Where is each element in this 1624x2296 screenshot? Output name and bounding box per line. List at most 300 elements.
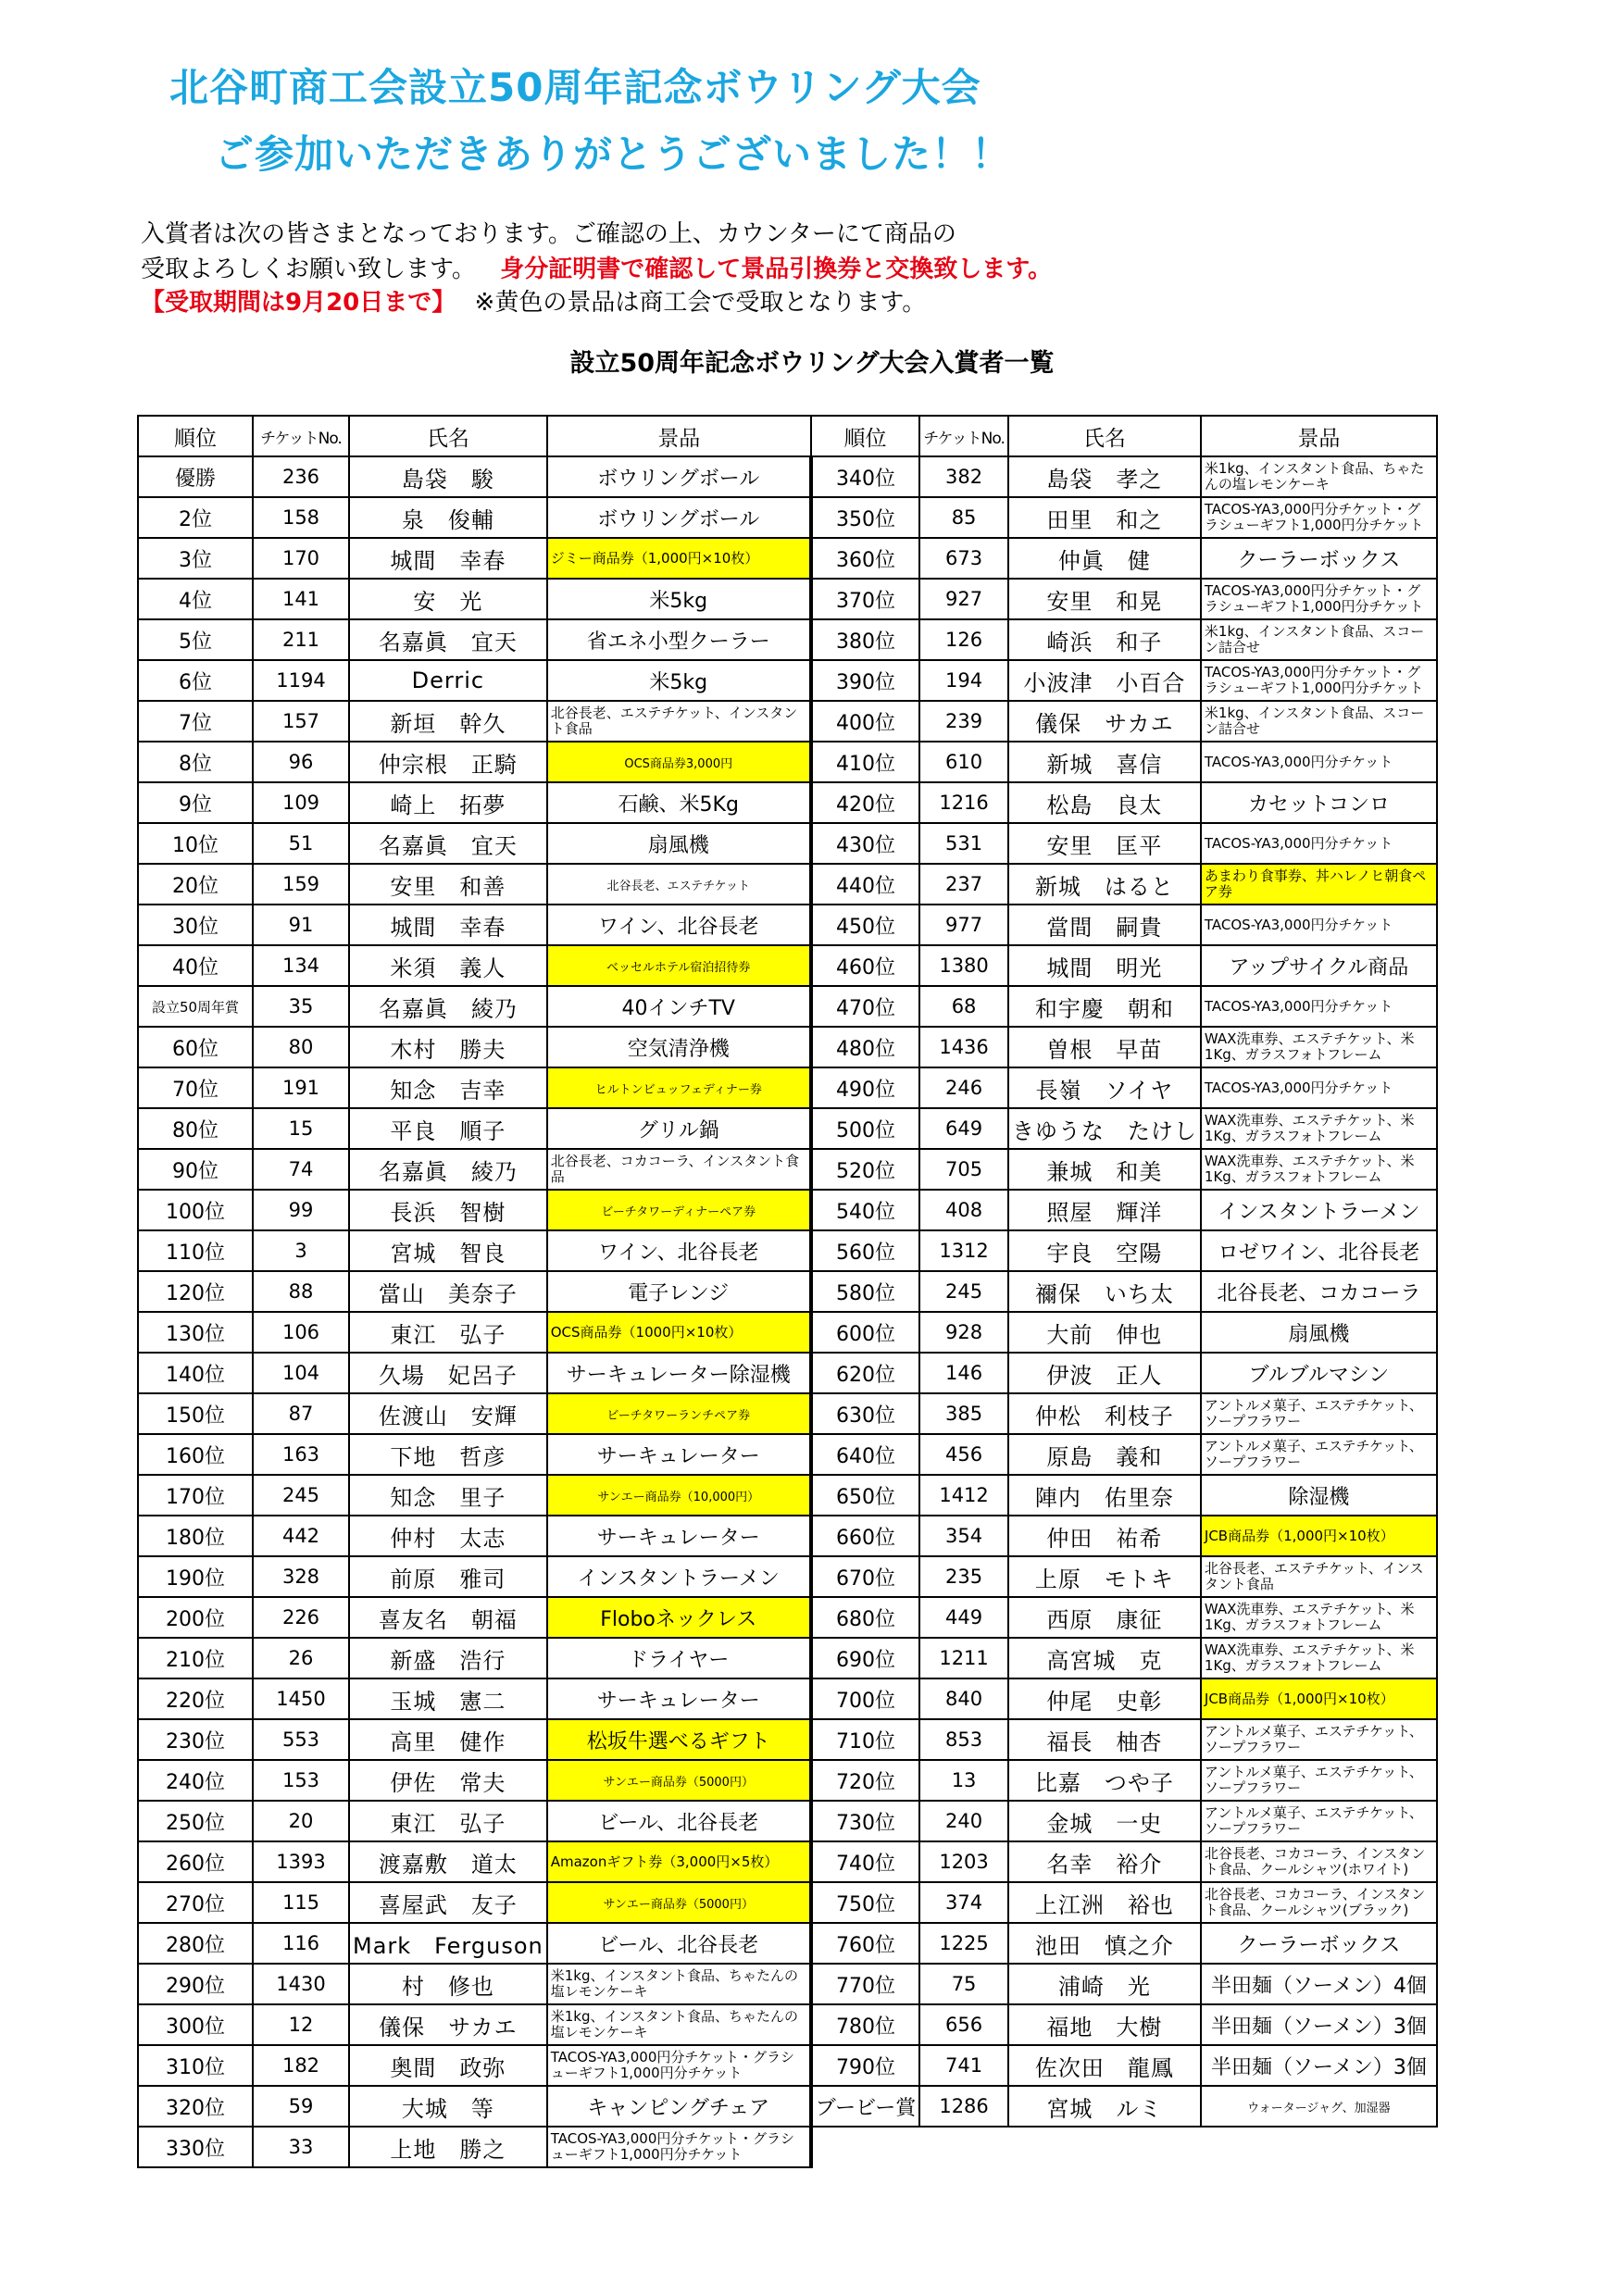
empty-cell: [1008, 2127, 1201, 2167]
table-row: [138, 619, 1437, 660]
table-row: [138, 1719, 1437, 1760]
table-row: [138, 2127, 1437, 2167]
left-ticket-cell: 1430: [253, 1964, 349, 2004]
right-ticket-cell: 610: [919, 742, 1008, 782]
table-row: [138, 1312, 1437, 1353]
table-row: [138, 1923, 1437, 1964]
left-name-cell: 知念 吉幸: [349, 1067, 547, 1108]
right-name-cell: 仲眞 健: [1008, 538, 1201, 579]
left-rank-cell: 260位: [138, 1841, 253, 1882]
intro-line-1: 入賞者は次の皆さまとなっております。ご確認の上、カウンターにて商品の: [141, 220, 956, 248]
right-ticket-cell: 240: [919, 1801, 1008, 1841]
right-rank-cell: 460位: [811, 945, 919, 986]
left-name-cell: 渡嘉敷 道太: [349, 1841, 547, 1882]
right-name-cell: 宮城 ルミ: [1008, 2086, 1201, 2127]
left-prize-cell: Amazonギフト券（3,000円×5枚）: [547, 1841, 811, 1882]
left-ticket-cell: 191: [253, 1067, 349, 1108]
table-row: [138, 2004, 1437, 2045]
right-ticket-cell: 1211: [919, 1638, 1008, 1678]
table-row: [138, 905, 1437, 945]
right-prize-cell: 半田麺（ソーメン）3個: [1201, 2004, 1437, 2045]
header-prize: 景品: [1201, 416, 1437, 456]
left-rank-cell: 9位: [138, 782, 253, 823]
header-ticket: チケットNo.: [253, 416, 349, 456]
table-row: [138, 456, 1437, 497]
left-name-cell: 新垣 幹久: [349, 701, 547, 742]
left-ticket-cell: 134: [253, 945, 349, 986]
right-ticket-cell: 75: [919, 1964, 1008, 2004]
right-ticket-cell: 126: [919, 619, 1008, 660]
left-rank-cell: 20位: [138, 864, 253, 905]
table-row: [138, 1678, 1437, 1719]
right-prize-cell: 米1kg、インスタント食品、スコーン詰合せ: [1201, 701, 1437, 742]
left-name-cell: 久場 妃呂子: [349, 1353, 547, 1393]
left-rank-cell: 120位: [138, 1271, 253, 1312]
right-rank-cell: 670位: [811, 1556, 919, 1597]
right-name-cell: 上江洲 裕也: [1008, 1882, 1201, 1923]
right-ticket-cell: 1312: [919, 1230, 1008, 1271]
table-row: [138, 1516, 1437, 1556]
right-name-cell: 高宮城 克: [1008, 1638, 1201, 1678]
left-name-cell: 島袋 駿: [349, 456, 547, 497]
table-row: [138, 579, 1437, 619]
left-ticket-cell: 26: [253, 1638, 349, 1678]
right-prize-cell: アントルメ菓子、エステチケット、ソープフラワー: [1201, 1801, 1437, 1841]
table-row: [138, 1434, 1437, 1475]
right-ticket-cell: 85: [919, 497, 1008, 538]
right-ticket-cell: 531: [919, 823, 1008, 864]
empty-cell: [1201, 2127, 1437, 2167]
right-ticket-cell: 1203: [919, 1841, 1008, 1882]
left-rank-cell: 280位: [138, 1923, 253, 1964]
left-name-cell: 平良 順子: [349, 1108, 547, 1149]
left-ticket-cell: 170: [253, 538, 349, 579]
right-prize-cell: あまわり食事券、丼ハレノヒ朝食ペア券: [1201, 864, 1437, 905]
left-name-cell: 宮城 智良: [349, 1230, 547, 1271]
left-name-cell: 崎上 拓夢: [349, 782, 547, 823]
awards-table: [137, 415, 1438, 2168]
right-ticket-cell: 382: [919, 456, 1008, 497]
right-name-cell: 和宇慶 朝和: [1008, 986, 1201, 1027]
left-ticket-cell: 245: [253, 1475, 349, 1516]
table-row: [138, 782, 1437, 823]
left-name-cell: 泉 俊輔: [349, 497, 547, 538]
right-ticket-cell: 146: [919, 1353, 1008, 1393]
table-row: [138, 497, 1437, 538]
right-name-cell: 上原 モトキ: [1008, 1556, 1201, 1597]
right-ticket-cell: 194: [919, 660, 1008, 701]
right-rank-cell: 520位: [811, 1149, 919, 1190]
left-prize-cell: 北谷長老、エステチケット: [547, 864, 811, 905]
left-ticket-cell: 182: [253, 2045, 349, 2086]
right-ticket-cell: 245: [919, 1271, 1008, 1312]
left-ticket-cell: 158: [253, 497, 349, 538]
page-subtitle: ご参加いただきありがとうございました！！: [215, 131, 1012, 177]
left-rank-cell: 30位: [138, 905, 253, 945]
right-name-cell: 小波津 小百合: [1008, 660, 1201, 701]
right-prize-cell: クーラーボックス: [1201, 1923, 1437, 1964]
left-ticket-cell: 226: [253, 1597, 349, 1638]
empty-cell: [919, 2127, 1008, 2167]
left-rank-cell: 270位: [138, 1882, 253, 1923]
right-name-cell: 崎浜 和子: [1008, 619, 1201, 660]
left-ticket-cell: 96: [253, 742, 349, 782]
left-prize-cell: サーキュレーター: [547, 1434, 811, 1475]
right-prize-cell: JCB商品券（1,000円×10枚）: [1201, 1516, 1437, 1556]
left-prize-cell: ビーチタワーディナーペア券: [547, 1190, 811, 1230]
left-name-cell: 高里 健作: [349, 1719, 547, 1760]
right-rank-cell: 430位: [811, 823, 919, 864]
right-prize-cell: アントルメ菓子、エステチケット、ソープフラワー: [1201, 1719, 1437, 1760]
id-notice: 身分証明書で確認して景品引換券と交換致します。: [500, 256, 1053, 283]
left-prize-cell: グリル鍋: [547, 1108, 811, 1149]
right-prize-cell: インスタントラーメン: [1201, 1190, 1437, 1230]
right-ticket-cell: 928: [919, 1312, 1008, 1353]
right-ticket-cell: 1225: [919, 1923, 1008, 1964]
right-prize-cell: 北谷長老、コカコーラ: [1201, 1271, 1437, 1312]
right-ticket-cell: 13: [919, 1760, 1008, 1801]
table-row: [138, 864, 1437, 905]
left-prize-cell: サーキュレーター: [547, 1678, 811, 1719]
pickup-period: 【受取期間は9月20日まで】: [141, 289, 456, 317]
table-row: [138, 660, 1437, 701]
left-prize-cell: 米1kg、インスタント食品、ちゃたんの塩レモンケーキ: [547, 2004, 811, 2045]
table-row: [138, 538, 1437, 579]
right-ticket-cell: 840: [919, 1678, 1008, 1719]
left-rank-cell: 210位: [138, 1638, 253, 1678]
right-ticket-cell: 977: [919, 905, 1008, 945]
left-rank-cell: 7位: [138, 701, 253, 742]
left-ticket-cell: 442: [253, 1516, 349, 1556]
right-rank-cell: 720位: [811, 1760, 919, 1801]
left-rank-cell: 設立50周年賞: [138, 986, 253, 1027]
left-prize-cell: キャンピングチェア: [547, 2086, 811, 2127]
left-rank-cell: 190位: [138, 1556, 253, 1597]
right-ticket-cell: 246: [919, 1067, 1008, 1108]
left-ticket-cell: 74: [253, 1149, 349, 1190]
left-prize-cell: ボウリングボール: [547, 497, 811, 538]
table-row: [138, 945, 1437, 986]
right-prize-cell: TACOS-YA3,000円分チケット・グラシューギフト1,000円分チケット: [1201, 497, 1437, 538]
right-name-cell: 伊波 正人: [1008, 1353, 1201, 1393]
left-name-cell: 上地 勝之: [349, 2127, 547, 2167]
right-name-cell: 島袋 孝之: [1008, 456, 1201, 497]
left-rank-cell: 110位: [138, 1230, 253, 1271]
left-ticket-cell: 106: [253, 1312, 349, 1353]
right-rank-cell: 340位: [811, 456, 919, 497]
right-name-cell: 宇良 空陽: [1008, 1230, 1201, 1271]
left-prize-cell: 米5kg: [547, 579, 811, 619]
left-rank-cell: 170位: [138, 1475, 253, 1516]
left-prize-cell: 米1kg、インスタント食品、ちゃたんの塩レモンケーキ: [547, 1964, 811, 2004]
table-row: [138, 1841, 1437, 1882]
right-rank-cell: 420位: [811, 782, 919, 823]
table-row: [138, 2045, 1437, 2086]
left-rank-cell: 100位: [138, 1190, 253, 1230]
left-ticket-cell: 159: [253, 864, 349, 905]
header-rank: 順位: [138, 416, 253, 456]
right-name-cell: 名幸 裕介: [1008, 1841, 1201, 1882]
table-row: [138, 1882, 1437, 1923]
right-ticket-cell: 456: [919, 1434, 1008, 1475]
right-ticket-cell: 1380: [919, 945, 1008, 986]
left-name-cell: 城間 幸春: [349, 905, 547, 945]
yellow-note: ※黄色の景品は商工会で受取となります。: [474, 289, 927, 317]
left-name-cell: 知念 里子: [349, 1475, 547, 1516]
header-prize: 景品: [547, 416, 811, 456]
right-rank-cell: 730位: [811, 1801, 919, 1841]
right-rank-cell: 660位: [811, 1516, 919, 1556]
left-ticket-cell: 157: [253, 701, 349, 742]
right-name-cell: 金城 一史: [1008, 1801, 1201, 1841]
right-rank-cell: 440位: [811, 864, 919, 905]
left-name-cell: Mark Ferguson: [349, 1923, 547, 1964]
right-rank-cell: 560位: [811, 1230, 919, 1271]
right-rank-cell: 480位: [811, 1027, 919, 1067]
right-prize-cell: 除湿機: [1201, 1475, 1437, 1516]
table-title: 設立50周年記念ボウリング大会入賞者一覧: [569, 349, 1055, 378]
right-ticket-cell: 237: [919, 864, 1008, 905]
right-prize-cell: 北谷長老、コカコーラ、インスタント食品、クールシャツ(ホワイト): [1201, 1841, 1437, 1882]
left-prize-cell: 石鹸、米5Kg: [547, 782, 811, 823]
table-row: [138, 986, 1437, 1027]
left-prize-cell: サンエー商品券（10,000円）: [547, 1475, 811, 1516]
left-prize-cell: Floboネックレス: [547, 1597, 811, 1638]
right-ticket-cell: 1412: [919, 1475, 1008, 1516]
right-ticket-cell: 1286: [919, 2086, 1008, 2127]
right-name-cell: 陣内 佑里奈: [1008, 1475, 1201, 1516]
left-rank-cell: 310位: [138, 2045, 253, 2086]
right-name-cell: 比嘉 つや子: [1008, 1760, 1201, 1801]
right-prize-cell: 米1kg、インスタント食品、スコーン詰合せ: [1201, 619, 1437, 660]
left-ticket-cell: 104: [253, 1353, 349, 1393]
left-rank-cell: 150位: [138, 1393, 253, 1434]
left-ticket-cell: 553: [253, 1719, 349, 1760]
right-rank-cell: 680位: [811, 1597, 919, 1638]
left-name-cell: 名嘉眞 宜天: [349, 823, 547, 864]
right-rank-cell: 700位: [811, 1678, 919, 1719]
right-rank-cell: 760位: [811, 1923, 919, 1964]
left-name-cell: 名嘉眞 綾乃: [349, 986, 547, 1027]
left-rank-cell: 320位: [138, 2086, 253, 2127]
right-name-cell: 儀保 サカエ: [1008, 701, 1201, 742]
right-prize-cell: ブルブルマシン: [1201, 1353, 1437, 1393]
left-name-cell: 新盛 浩行: [349, 1638, 547, 1678]
right-prize-cell: 半田麺（ソーメン）3個: [1201, 2045, 1437, 2086]
left-ticket-cell: 163: [253, 1434, 349, 1475]
left-prize-cell: サンエー商品券（5000円）: [547, 1760, 811, 1801]
left-name-cell: 下地 哲彦: [349, 1434, 547, 1475]
left-prize-cell: ビーチタワーランチペア券: [547, 1393, 811, 1434]
right-prize-cell: TACOS-YA3,000円分チケット・グラシューギフト1,000円分チケット: [1201, 660, 1437, 701]
left-rank-cell: 230位: [138, 1719, 253, 1760]
left-ticket-cell: 3: [253, 1230, 349, 1271]
left-rank-cell: 80位: [138, 1108, 253, 1149]
left-name-cell: 仲宗根 正騎: [349, 742, 547, 782]
right-name-cell: きゆうな たけし: [1008, 1108, 1201, 1149]
intro-line-3: [141, 283, 926, 318]
right-rank-cell: 490位: [811, 1067, 919, 1108]
left-rank-cell: 240位: [138, 1760, 253, 1801]
left-name-cell: 伊佐 常夫: [349, 1760, 547, 1801]
left-name-cell: 安里 和善: [349, 864, 547, 905]
right-name-cell: 兼城 和美: [1008, 1149, 1201, 1190]
left-rank-cell: 140位: [138, 1353, 253, 1393]
right-prize-cell: アントルメ菓子、エステチケット、ソープフラワー: [1201, 1760, 1437, 1801]
right-ticket-cell: 239: [919, 701, 1008, 742]
right-prize-cell: アントルメ菓子、エステチケット、ソープフラワー: [1201, 1393, 1437, 1434]
right-prize-cell: アップサイクル商品: [1201, 945, 1437, 986]
table-row: [138, 1190, 1437, 1230]
left-ticket-cell: 1194: [253, 660, 349, 701]
table-row: [138, 1475, 1437, 1516]
right-ticket-cell: 741: [919, 2045, 1008, 2086]
left-ticket-cell: 12: [253, 2004, 349, 2045]
left-name-cell: 東江 弘子: [349, 1801, 547, 1841]
left-ticket-cell: 109: [253, 782, 349, 823]
table-row: [138, 701, 1437, 742]
right-rank-cell: 540位: [811, 1190, 919, 1230]
right-ticket-cell: 656: [919, 2004, 1008, 2045]
right-rank-cell: 450位: [811, 905, 919, 945]
right-ticket-cell: 649: [919, 1108, 1008, 1149]
right-rank-cell: 740位: [811, 1841, 919, 1882]
right-name-cell: 浦崎 光: [1008, 1964, 1201, 2004]
right-rank-cell: 780位: [811, 2004, 919, 2045]
right-ticket-cell: 68: [919, 986, 1008, 1027]
table-row: [138, 742, 1437, 782]
left-rank-cell: 40位: [138, 945, 253, 986]
right-rank-cell: 770位: [811, 1964, 919, 2004]
table-row: [138, 823, 1437, 864]
left-prize-cell: ワイン、北谷長老: [547, 1230, 811, 1271]
right-name-cell: 大前 伸也: [1008, 1312, 1201, 1353]
right-ticket-cell: 235: [919, 1556, 1008, 1597]
right-rank-cell: 400位: [811, 701, 919, 742]
right-prize-cell: WAX洗車券、エステチケット、米1Kg、ガラスフォトフレーム: [1201, 1149, 1437, 1190]
right-prize-cell: 扇風機: [1201, 1312, 1437, 1353]
left-name-cell: 城間 幸春: [349, 538, 547, 579]
right-ticket-cell: 354: [919, 1516, 1008, 1556]
table-row: [138, 1597, 1437, 1638]
header-name: 氏名: [349, 416, 547, 456]
left-prize-cell: 省エネ小型クーラー: [547, 619, 811, 660]
right-name-cell: 福長 柚杏: [1008, 1719, 1201, 1760]
right-name-cell: 長嶺 ソイヤ: [1008, 1067, 1201, 1108]
right-name-cell: 池田 慎之介: [1008, 1923, 1201, 1964]
left-rank-cell: 3位: [138, 538, 253, 579]
right-name-cell: 仲田 祐希: [1008, 1516, 1201, 1556]
left-name-cell: 奥間 政弥: [349, 2045, 547, 2086]
right-rank-cell: 790位: [811, 2045, 919, 2086]
right-name-cell: 原島 義和: [1008, 1434, 1201, 1475]
left-name-cell: 佐渡山 安輝: [349, 1393, 547, 1434]
left-rank-cell: 5位: [138, 619, 253, 660]
right-prize-cell: JCB商品券（1,000円×10枚）: [1201, 1678, 1437, 1719]
left-prize-cell: 空気清浄機: [547, 1027, 811, 1067]
right-rank-cell: 600位: [811, 1312, 919, 1353]
right-rank-cell: 630位: [811, 1393, 919, 1434]
left-rank-cell: 2位: [138, 497, 253, 538]
right-rank-cell: 690位: [811, 1638, 919, 1678]
left-name-cell: 名嘉眞 綾乃: [349, 1149, 547, 1190]
right-name-cell: 新城 喜信: [1008, 742, 1201, 782]
right-ticket-cell: 705: [919, 1149, 1008, 1190]
header-ticket: チケットNo.: [919, 416, 1008, 456]
right-prize-cell: 北谷長老、エステチケット、インスタント食品: [1201, 1556, 1437, 1597]
left-prize-cell: ベッセルホテル宿泊招待券: [547, 945, 811, 986]
left-prize-cell: 松坂牛選べるギフト: [547, 1719, 811, 1760]
left-rank-cell: 優勝: [138, 456, 253, 497]
left-rank-cell: 200位: [138, 1597, 253, 1638]
table-row: [138, 1149, 1437, 1190]
table-row: [138, 1393, 1437, 1434]
left-rank-cell: 290位: [138, 1964, 253, 2004]
right-name-cell: 安里 和晃: [1008, 579, 1201, 619]
left-prize-cell: ジミー商品券（1,000円×10枚）: [547, 538, 811, 579]
right-prize-cell: WAX洗車券、エステチケット、米1Kg、ガラスフォトフレーム: [1201, 1108, 1437, 1149]
right-prize-cell: WAX洗車券、エステチケット、米1Kg、ガラスフォトフレーム: [1201, 1597, 1437, 1638]
table-row: [138, 1760, 1437, 1801]
right-name-cell: 仲尾 史彰: [1008, 1678, 1201, 1719]
left-ticket-cell: 20: [253, 1801, 349, 1841]
left-ticket-cell: 328: [253, 1556, 349, 1597]
right-name-cell: 新城 はると: [1008, 864, 1201, 905]
left-prize-cell: TACOS-YA3,000円分チケット・グラシューギフト1,000円分チケット: [547, 2127, 811, 2167]
left-prize-cell: ボウリングボール: [547, 456, 811, 497]
right-name-cell: 佐次田 龍鳳: [1008, 2045, 1201, 2086]
right-rank-cell: 640位: [811, 1434, 919, 1475]
right-prize-cell: TACOS-YA3,000円分チケット: [1201, 823, 1437, 864]
left-rank-cell: 10位: [138, 823, 253, 864]
left-name-cell: 喜友名 朝福: [349, 1597, 547, 1638]
left-ticket-cell: 211: [253, 619, 349, 660]
right-rank-cell: 410位: [811, 742, 919, 782]
right-prize-cell: クーラーボックス: [1201, 538, 1437, 579]
right-ticket-cell: 408: [919, 1190, 1008, 1230]
table-row: [138, 1353, 1437, 1393]
table-row: [138, 1801, 1437, 1841]
left-prize-cell: ワイン、北谷長老: [547, 905, 811, 945]
right-ticket-cell: 1216: [919, 782, 1008, 823]
right-prize-cell: 米1kg、インスタント食品、ちゃたんの塩レモンケーキ: [1201, 456, 1437, 497]
right-ticket-cell: 853: [919, 1719, 1008, 1760]
left-rank-cell: 8位: [138, 742, 253, 782]
left-ticket-cell: 99: [253, 1190, 349, 1230]
left-name-cell: 玉城 憲二: [349, 1678, 547, 1719]
right-prize-cell: ウォータージャグ、加湿器: [1201, 2086, 1437, 2127]
table-row: [138, 1638, 1437, 1678]
right-ticket-cell: 374: [919, 1882, 1008, 1923]
left-name-cell: 喜屋武 友子: [349, 1882, 547, 1923]
left-rank-cell: 160位: [138, 1434, 253, 1475]
right-name-cell: 松島 良太: [1008, 782, 1201, 823]
left-ticket-cell: 236: [253, 456, 349, 497]
left-name-cell: 名嘉眞 宜天: [349, 619, 547, 660]
right-name-cell: 禰保 いち太: [1008, 1271, 1201, 1312]
left-rank-cell: 4位: [138, 579, 253, 619]
left-ticket-cell: 1450: [253, 1678, 349, 1719]
left-prize-cell: サーキュレーター除湿機: [547, 1353, 811, 1393]
left-prize-cell: サーキュレーター: [547, 1516, 811, 1556]
table-row: [138, 1027, 1437, 1067]
left-prize-cell: 北谷長老、エステチケット、インスタント食品: [547, 701, 811, 742]
header-rank: 順位: [811, 416, 919, 456]
right-rank-cell: 500位: [811, 1108, 919, 1149]
right-name-cell: 曽根 早苗: [1008, 1027, 1201, 1067]
right-name-cell: 福地 大樹: [1008, 2004, 1201, 2045]
right-name-cell: 城間 明光: [1008, 945, 1201, 986]
